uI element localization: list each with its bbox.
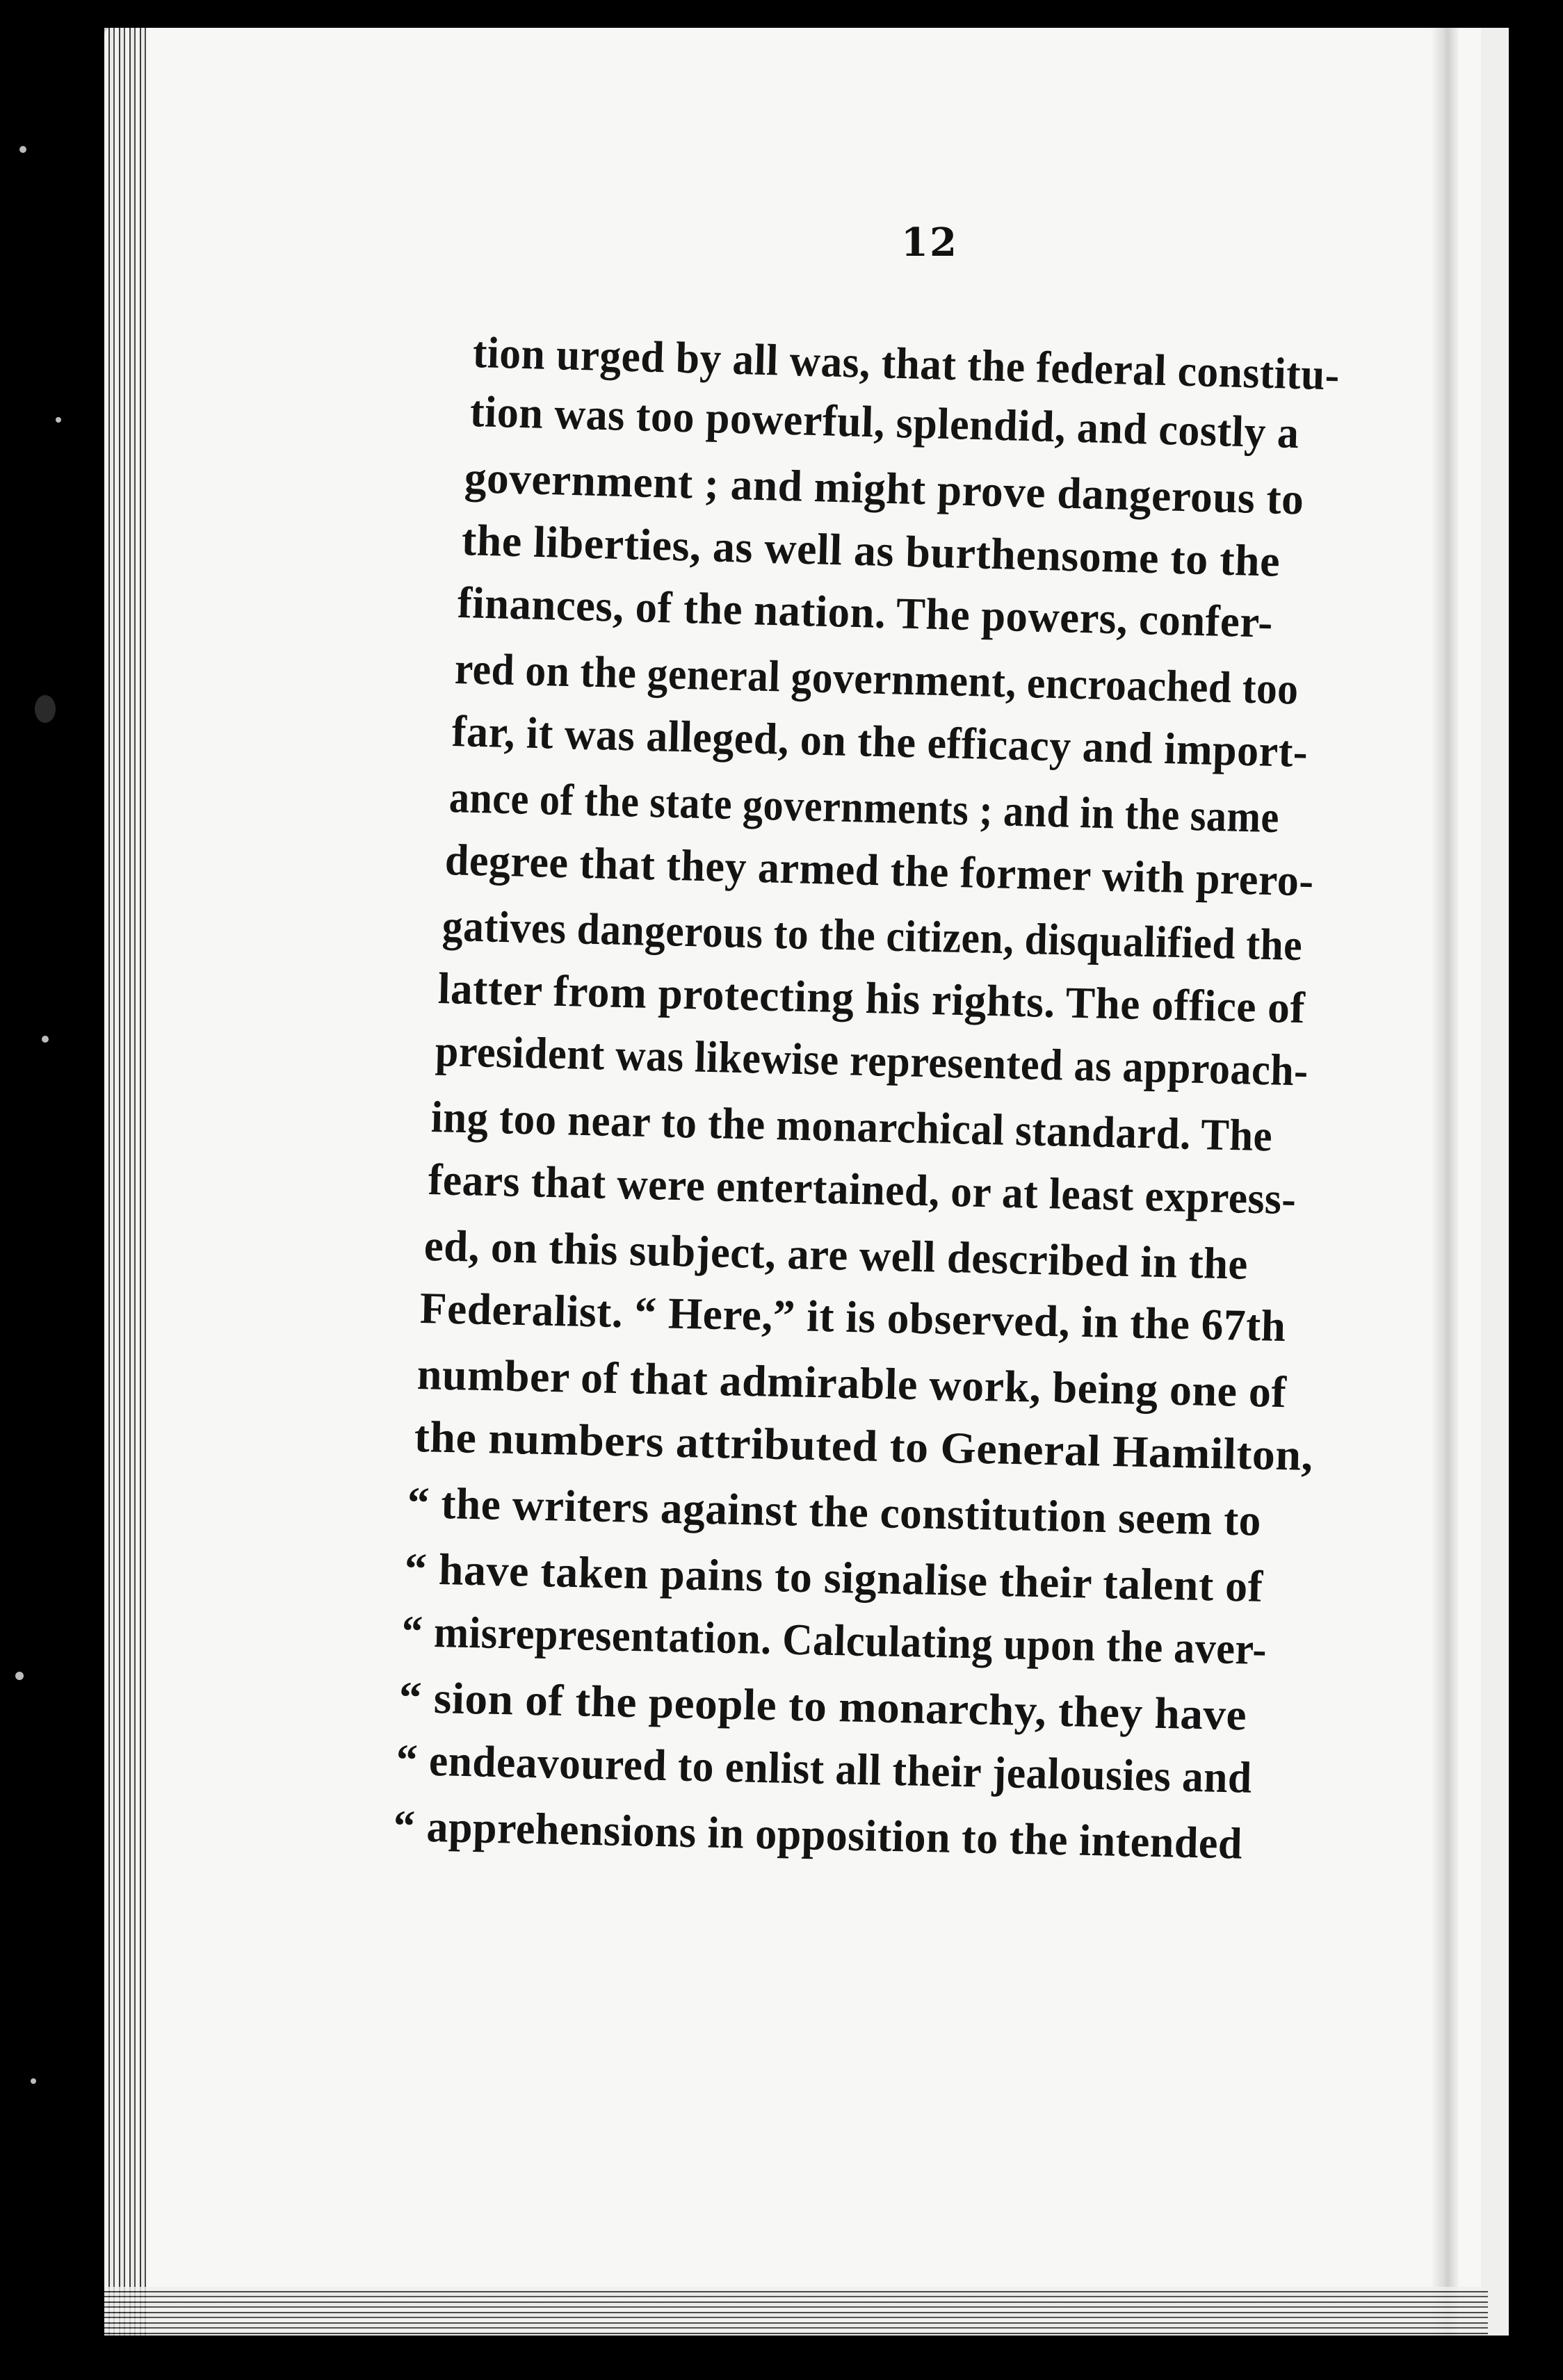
text-line: far, it was alleged, on the efficacy and import- [451, 706, 1309, 777]
text-line: number of that admirable work, being one of [416, 1349, 1288, 1417]
text-line: “ endeavoured to enlist all their jealousies and [396, 1735, 1253, 1802]
text-line: “ the writers against the constitution seem to [407, 1478, 1262, 1545]
text-line: fears that were entertained, or at least express- [428, 1155, 1297, 1224]
text-line: finances, of the nation. The powers, confer- [457, 578, 1274, 647]
text-line: tion was too powerful, splendid, and costly a [469, 386, 1300, 458]
text-line: president was likewise represented as approach- [435, 1026, 1309, 1095]
text-line: ed, on this subject, are well described in the [423, 1221, 1249, 1289]
text-line: gatives dangerous to the citizen, disqualified the [442, 901, 1303, 970]
text-line: ing too near to the monarchical standard. The [430, 1092, 1273, 1161]
text-line: the liberties, as well as burthensome to the [461, 515, 1281, 586]
text-line: latter from protecting his rights. The office of [437, 963, 1306, 1033]
text-line: ance of the state governments ; and in the same [448, 772, 1280, 842]
text-line: “ apprehensions in opposition to the intended [393, 1801, 1243, 1868]
text-line: “ misrepresentation. Calculating upon the aver- [401, 1606, 1268, 1674]
text-line: red on the general government, encroached too [454, 644, 1299, 714]
text-line: tion urged by all was, that the federal constitu- [472, 327, 1341, 400]
text-line: “ sion of the people to monarchy, they have [398, 1672, 1247, 1740]
text-line: degree that they armed the former with prero- [444, 835, 1315, 906]
text-line: “ have taken pains to signalise their talent of [404, 1544, 1264, 1611]
text-line: the numbers attributed to General Hamilton, [414, 1412, 1314, 1481]
text-line: Federalist. “ Here,” it is observed, in the 67th [419, 1283, 1287, 1351]
text-line: government ; and might prove dangerous to [464, 453, 1305, 524]
page-number: 12 [901, 220, 958, 266]
